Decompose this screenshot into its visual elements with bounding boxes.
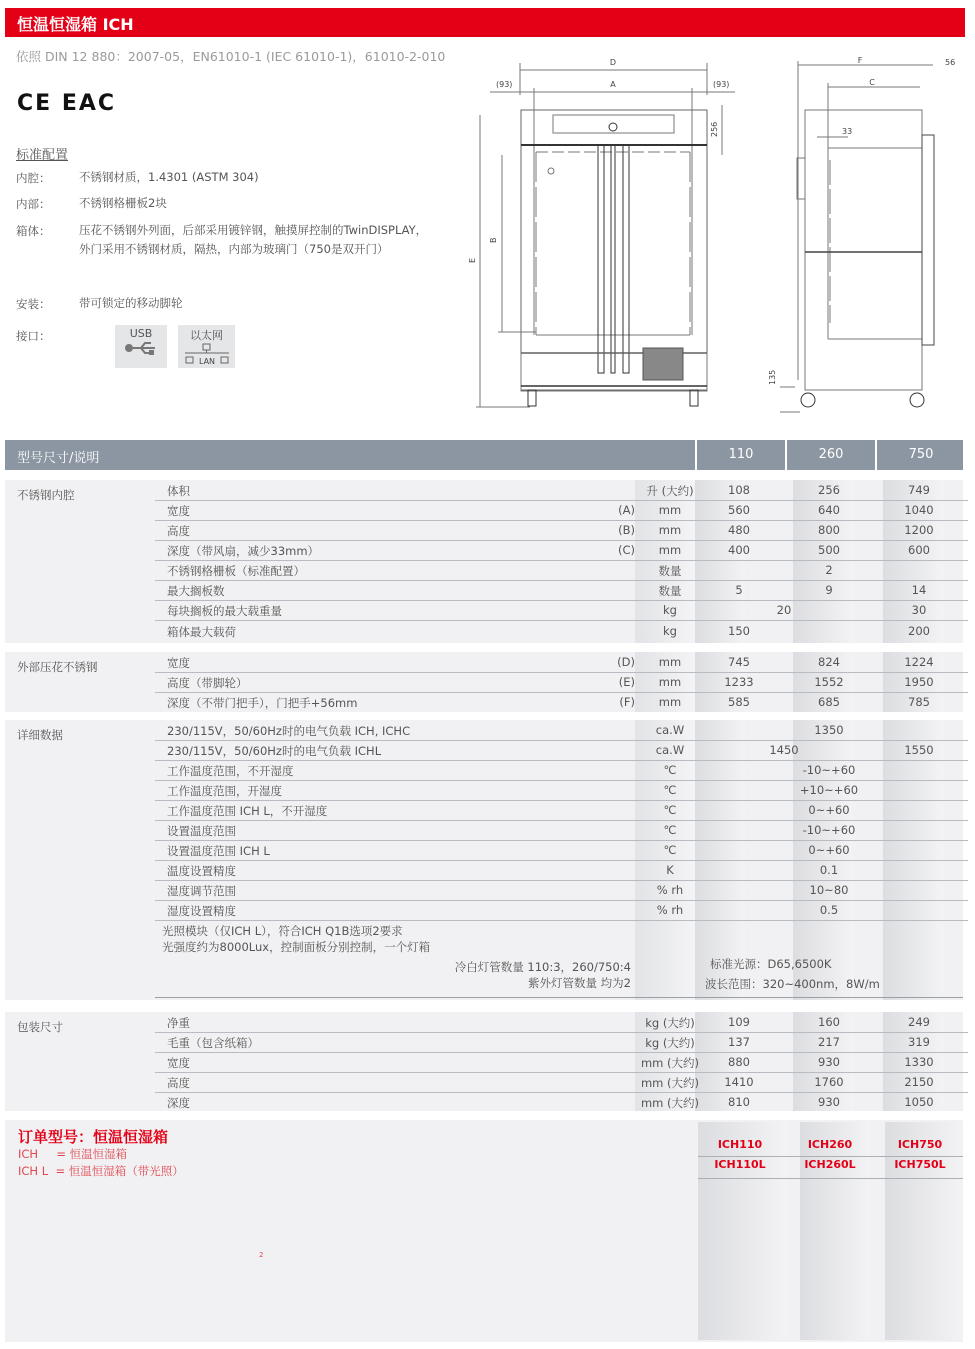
row-value: 1050 (904, 1095, 934, 1109)
title-bar (5, 8, 965, 37)
order-section (5, 1120, 963, 1342)
dim-top: 256 (710, 121, 719, 137)
group-packaging (5, 1012, 963, 1111)
table-row (155, 520, 968, 541)
row-value: 108 (728, 483, 750, 497)
lan-sub-label: LAN (198, 357, 215, 366)
light-wavelength: 波长范围：320~400nm，8W/m (705, 977, 880, 991)
row-value: 824 (818, 655, 840, 669)
group-label: 不锈钢内腔 (17, 488, 75, 502)
row-unit: ℃ (663, 843, 677, 857)
table-header (5, 440, 963, 470)
row-name: 体积 (167, 484, 190, 498)
table-row (155, 672, 968, 693)
row-name: 工作温度范围，不开湿度 (167, 764, 294, 778)
row-value: 2150 (904, 1075, 934, 1089)
row-value: 217 (818, 1035, 840, 1049)
config-value: 带可锁定的移动脚轮 (79, 296, 183, 310)
row-unit: ℃ (663, 763, 677, 777)
row-value: 810 (728, 1095, 750, 1109)
row-name: 箱体最大载荷 (167, 625, 236, 639)
row-name: 宽度 (167, 656, 190, 670)
lan-label: 以太网 (190, 329, 223, 342)
row-value-span: -10~+60 (802, 823, 856, 837)
row-name: 湿度设置精度 (167, 904, 236, 918)
row-name: 230/115V，50/60Hz时的电气负载 ICHL (167, 744, 382, 758)
row-unit: ℃ (663, 823, 677, 837)
config-label: 安装： (16, 297, 51, 311)
row-key: (C) (617, 543, 635, 557)
table-row (155, 1032, 968, 1053)
row-value: 9 (825, 583, 833, 597)
dim-wheel: 135 (768, 369, 777, 385)
config-value-line2: 外门采用不锈钢材质，隔热，内部为玻璃门（750是双开门） (79, 242, 389, 256)
row-value: 1233 (724, 675, 754, 689)
group-label: 详细数据 (17, 728, 63, 742)
table-row (155, 621, 968, 641)
row-value: 109 (728, 1015, 750, 1029)
row-value: 1550 (904, 743, 934, 757)
dim-F: F (857, 56, 863, 65)
side-view-drawing (755, 55, 965, 415)
order-code-ICH110L: ICH110L (714, 1158, 766, 1171)
group-label: 包装尺寸 (17, 1020, 63, 1034)
row-value: 745 (728, 655, 750, 669)
lan-interface (178, 325, 235, 368)
model-col-260: 260 (785, 440, 875, 470)
row-key: (F) (619, 695, 635, 709)
table-row (155, 692, 968, 712)
row-value-span: 2 (825, 563, 833, 577)
table-row (155, 720, 968, 741)
dim-E: E (468, 257, 477, 263)
row-key: (E) (618, 675, 635, 689)
row-value: 1410 (724, 1075, 754, 1089)
row-key: (B) (618, 523, 635, 537)
table-row (155, 560, 968, 581)
row-value: 930 (818, 1095, 840, 1109)
row-value: 800 (818, 523, 840, 537)
row-value-span: 1350 (814, 723, 844, 737)
row-value: 480 (728, 523, 750, 537)
model-col-750: 750 (875, 440, 965, 470)
dim-B: B (489, 237, 498, 243)
row-value: 600 (908, 543, 930, 557)
row-unit: mm (大约) (640, 1076, 700, 1090)
config-title: 标准配置 (16, 148, 69, 163)
table-row (155, 820, 968, 841)
page-number: 2 (259, 1251, 264, 1259)
row-unit: 升 (大约) (646, 484, 694, 498)
row-value: 256 (818, 483, 840, 497)
row-name: 设置温度范围 (167, 824, 236, 838)
row-name: 高度（带脚轮） (167, 676, 248, 690)
row-value: 319 (908, 1035, 930, 1049)
row-key: (D) (617, 655, 635, 669)
row-value: 30 (911, 603, 927, 617)
group-details (5, 720, 963, 1000)
row-name: 深度 (167, 1096, 190, 1110)
table-header-label: 型号尺寸/说明 (17, 451, 100, 466)
row-value: 1040 (904, 503, 934, 517)
order-code-ICH260L: ICH260L (804, 1158, 856, 1171)
row-value: 685 (818, 695, 840, 709)
config-value: 不锈钢材质，1.4301 (ASTM 304) (79, 170, 259, 184)
row-name: 高度 (167, 524, 190, 538)
row-unit: ca.W (655, 723, 685, 737)
row-unit: % rh (656, 883, 684, 897)
row-value-span: +10~+60 (799, 783, 859, 797)
order-divider (698, 1178, 963, 1179)
usb-label: USB (129, 327, 153, 340)
row-unit: 数量 (658, 584, 682, 598)
row-value: 249 (908, 1015, 930, 1029)
row-value: 1552 (814, 675, 844, 689)
row-value-span: 1450 (769, 743, 799, 757)
row-unit: 数量 (658, 564, 682, 578)
table-row (155, 652, 968, 673)
table-row (155, 1052, 968, 1073)
table-row (155, 600, 968, 621)
row-value: 880 (728, 1055, 750, 1069)
table-row (155, 880, 968, 901)
row-name: 230/115V，50/60Hz时的电气负载 ICH, ICHC (167, 724, 411, 738)
row-value: 5 (735, 583, 743, 597)
order-title: 订单型号：恒温恒湿箱 (18, 1128, 169, 1146)
row-value: 200 (908, 624, 930, 638)
table-row (155, 800, 968, 821)
row-unit: mm (658, 695, 682, 709)
row-unit: mm (658, 523, 682, 537)
row-unit: K (666, 863, 674, 877)
config-value: 压花不锈钢外列面，后部采用镀锌钢，触摸屏控制的TwinDISPLAY， (79, 223, 428, 237)
row-name: 每块搁板的最大载重量 (167, 604, 282, 618)
row-value-span: 0.1 (819, 863, 839, 877)
row-value: 150 (728, 624, 750, 638)
group-inner-chamber (5, 480, 963, 643)
row-unit: % rh (656, 903, 684, 917)
table-row (155, 860, 968, 881)
row-value: 585 (728, 695, 750, 709)
config-label: 内部： (16, 197, 51, 211)
row-name: 深度（带风扇，减少33mm） (167, 544, 320, 558)
row-value: 160 (818, 1015, 840, 1029)
order-divider (698, 1156, 963, 1157)
usb-icon (123, 340, 159, 356)
standard-text: 依照 DIN 12 880：2007-05，EN61010-1 (IEC 61010-1)，61010-2-010 (16, 49, 446, 64)
row-name: 毛重（包含纸箱） (167, 1036, 259, 1050)
config-value: 不锈钢格栅板2块 (79, 196, 167, 210)
dim-C: C (869, 78, 875, 87)
light-line2: 光强度约为8000Lux，控制面板分别控制，一个灯箱 (162, 940, 431, 954)
group-label: 外部压花不锈钢 (17, 660, 98, 674)
row-value: 1950 (904, 675, 934, 689)
lan-icon (182, 343, 232, 367)
row-unit: kg (663, 624, 677, 638)
light-source: 标准光源：D65,6500K (710, 957, 832, 971)
row-unit: mm (658, 543, 682, 557)
row-name: 温度设置精度 (167, 864, 236, 878)
light-uv: 紫外灯管数量 均为2 (528, 976, 631, 990)
group-exterior (5, 652, 963, 712)
row-name: 设置温度范围 ICH L (167, 844, 270, 858)
row-value-span: 0~+60 (808, 803, 850, 817)
table-row (155, 840, 968, 861)
order-line: ICH = 恒温恒湿箱 (18, 1147, 128, 1161)
model-col-110: 110 (695, 440, 785, 470)
row-value: 749 (908, 483, 930, 497)
usb-interface (115, 325, 167, 368)
table-row (155, 580, 968, 601)
row-name: 高度 (167, 1076, 190, 1090)
front-view-drawing (470, 55, 745, 415)
row-name: 湿度调节范围 (167, 884, 236, 898)
config-label: 接口： (16, 329, 51, 343)
row-value-span: -10~+60 (802, 763, 856, 777)
row-unit: kg (大约) (645, 1036, 695, 1050)
row-unit: kg (大约) (645, 1016, 695, 1030)
row-value-span: 0.5 (819, 903, 839, 917)
row-value: 137 (728, 1035, 750, 1049)
order-code-ICH750L: ICH750L (894, 1158, 946, 1171)
table-row (155, 480, 968, 501)
dim-fan: 33 (842, 127, 853, 136)
table-row (155, 1012, 968, 1033)
row-unit: mm (大约) (640, 1056, 700, 1070)
config-label: 内腔： (16, 171, 51, 185)
row-unit: mm (658, 503, 682, 517)
order-line: ICH L = 恒温恒湿箱（带光照） (18, 1164, 184, 1178)
row-name: 净重 (167, 1016, 190, 1030)
table-row (155, 740, 968, 761)
table-row (155, 900, 968, 921)
dim-A: A (610, 80, 616, 89)
order-code-ICH110: ICH110 (717, 1138, 763, 1151)
row-name: 工作温度范围 ICH L，不开湿度 (167, 804, 328, 818)
row-name: 工作温度范围，开湿度 (167, 784, 282, 798)
row-value-span: 20 (776, 603, 792, 617)
dim-left-margin: (93) (496, 80, 513, 89)
row-name: 宽度 (167, 504, 190, 518)
row-key: (A) (618, 503, 635, 517)
row-value: 400 (728, 543, 750, 557)
row-name: 深度（不带门把手），门把手+56mm (167, 696, 358, 710)
page-title: 恒温恒湿箱 ICH (17, 15, 134, 34)
row-unit: ℃ (663, 803, 677, 817)
dim-D: D (609, 58, 617, 67)
row-unit: mm (658, 675, 682, 689)
row-unit: mm (658, 655, 682, 669)
table-row (155, 1092, 968, 1112)
row-name: 宽度 (167, 1056, 190, 1070)
row-value: 1224 (904, 655, 934, 669)
light-divider (155, 997, 963, 998)
row-value-span: 10~80 (809, 883, 849, 897)
order-code-ICH260: ICH260 (807, 1138, 853, 1151)
row-value: 500 (818, 543, 840, 557)
row-name: 最大搁板数 (167, 584, 225, 598)
light-line1: 光照模块（仅ICH L），符合ICH Q1B选项2要求 (162, 924, 403, 938)
row-unit: kg (663, 603, 677, 617)
row-unit: ℃ (663, 783, 677, 797)
order-code-ICH750: ICH750 (897, 1138, 943, 1151)
row-value: 1200 (904, 523, 934, 537)
table-row (155, 500, 968, 521)
config-label: 箱体： (16, 224, 51, 238)
row-unit: mm (大约) (640, 1096, 700, 1110)
dim-right-margin: (93) (713, 80, 730, 89)
row-value: 14 (911, 583, 927, 597)
light-cool-white: 冷白灯管数量 110:3，260/750:4 (454, 960, 631, 974)
row-value: 1760 (814, 1075, 844, 1089)
dim-handle: 56 (945, 58, 956, 67)
table-row (155, 1072, 968, 1093)
table-row (155, 760, 968, 781)
row-value: 1330 (904, 1055, 934, 1069)
row-value: 560 (728, 503, 750, 517)
table-row (155, 540, 968, 561)
certification-marks: CE EAC (17, 91, 117, 116)
row-unit: ca.W (655, 743, 685, 757)
row-value: 785 (908, 695, 930, 709)
row-value-span: 0~+60 (808, 843, 850, 857)
row-name: 不锈钢格栅板（标准配置） (167, 564, 305, 578)
row-value: 640 (818, 503, 840, 517)
row-value: 930 (818, 1055, 840, 1069)
table-row (155, 780, 968, 801)
